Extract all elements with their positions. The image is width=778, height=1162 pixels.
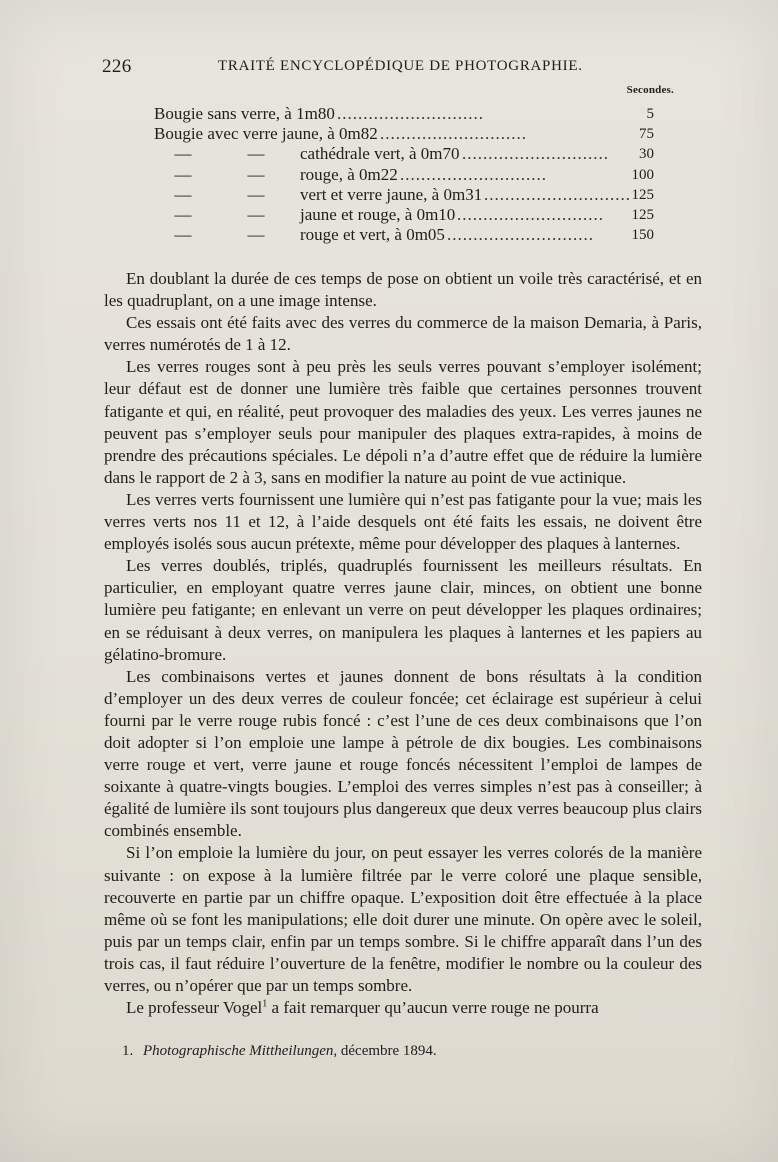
row-dash: — [174,204,192,224]
row-leader-dots: ............................ [400,164,547,184]
table-row [154,205,654,225]
row-label: Bougie avec verre jaune, à 0m82 [154,124,378,144]
table-heading: Secondes. [626,84,674,96]
page-number: 226 [102,56,132,77]
row-dash: — [247,184,265,204]
table-row [154,144,654,164]
table-row [154,225,654,245]
row-dash: — [247,204,265,224]
row-dash: — [247,144,265,164]
paragraph: En doublant la durée de ces temps de pose on obtient un voile très caractérisé, et en les quadruplant, on a une image intense. [104,269,702,311]
table-row [154,124,654,144]
final-paragraph-start: Le professeur Vogel [126,998,263,1018]
row-dash: — [247,225,265,245]
paragraph: Si l’on emploie la lumière du jour, on peut essayer les verres colorés de la manière suivante : on expose à la lumière filtrée par le verre coloré une plaque sensible, recouverte en partie par un chiffre opaque. L’exposition doit être effectuée à la place même où se font les manipulations; elle doit durer une minute. On opère avec le soleil, puis par un temps clair, enfin par un temps sombre. Si le chiffre apparaît dans l’un des trois cas, il faut réduire l’ouverture de la fenêtre, modifier le nombre ou la couleur des verres, ou n’opérer que par un temps sombre. [104,843,702,995]
final-paragraph-end: a fait remarquer qu’aucun verre rouge ne pourra [267,998,599,1018]
table-rows [154,104,654,245]
running-title: TRAITÉ ENCYCLOPÉDIQUE DE PHOTOGRAPHIE. [218,58,583,74]
row-label: cathédrale vert, à 0m70 [300,144,460,164]
paragraph-final [104,997,702,1019]
page-header [102,56,694,78]
paragraph: Les verres verts fournissent une lumière qui n’est pas fatigante pour la vue; mais les verres verts nos 11 et 12, à l’aide desquels ont été faits les essais, ne doivent être employés isolés sous aucun prétexte, même pour développer des plaques à lanternes. [104,489,702,554]
row-leader-dots: ............................ [462,144,609,164]
row-value: 5 [646,106,654,122]
row-dash: — [174,164,192,184]
footnote-number: 1. [122,1043,134,1059]
table-row [154,104,654,124]
row-dash: — [174,184,192,204]
table-row [154,185,654,205]
main-text [104,268,702,1019]
row-value: 125 [631,206,654,223]
row-dash: — [247,164,265,184]
row-label: rouge, à 0m22 [300,164,398,184]
paragraph: Les combinaisons vertes et jaunes donnent de bons résultats à la condition d’employer un des deux verres de couleur foncée; cet éclairage est supérieur à celui fourni par le verre rouge rubis foncé : c’est l’une de ces deux combinaisons que l’on doit adopter si l’on emploie une lampe à pétrole de dix bougies. Les combinaisons verre rouge et vert, verre jaune et rouge foncés nécessitent l’emploi de lampes de soixante à quatre-vingts bougies. L’emploi des verres simples n’est pas à conseiller; à égalité de lumière ils sont toujours plus dangereux que deux verres beaucoup plus clairs combinés ensemble. [104,666,702,841]
paragraph: Ces essais ont été faits avec des verres du commerce de la maison Demaria, à Paris, verres numérotés de 1 à 12. [104,313,702,355]
row-dash: — [174,225,192,245]
paragraph: Les verres doublés, triplés, quadruplés fournissent les meilleurs résultats. En particulier, en employant quatre verres jaune clair, minces, on obtient une bonne lumière peu fatigante; en enlevant un verre on peut développer les plaques ordinaires; en se réduisant à deux verres, on manipulera les plaques à lanternes et les papiers au gélatino-bromure. [104,556,702,664]
row-leader-dots: ............................ [380,124,527,144]
row-value: 150 [631,227,654,244]
row-leader-dots: ............................ [484,184,631,204]
row-leader-dots: ............................ [447,225,594,245]
footnote-source-title: Photographische Mittheilungen [143,1043,334,1059]
row-label: vert et verre jaune, à 0m31 [300,184,483,204]
row-leader-dots: ............................ [337,104,484,123]
footnote-marker: 1 [262,998,268,1010]
row-label: rouge et vert, à 0m05 [300,225,445,245]
row-leader-dots: ............................ [457,204,604,224]
row-value: 75 [639,126,654,143]
footnote [122,1042,682,1060]
row-dash: — [174,144,192,164]
row-value: 100 [631,166,654,183]
row-value: 125 [631,186,654,203]
row-label: Bougie sans verre, à 1m80 [154,104,335,123]
footnote-date: , décembre 1894. [333,1043,437,1059]
row-value: 30 [639,146,654,163]
row-label: jaune et rouge, à 0m10 [300,204,456,224]
table-row [154,165,654,185]
paragraph: Les verres rouges sont à peu près les seuls verres pouvant s’employer isolément; leur défaut est de donner une lumière très faible que certaines personnes trouvent fatigante et qui, en réalité, peut provoquer des maladies des yeux. Les verres jaunes ne peuvent pas s’employer seuls pour manipuler des plaques extra-rapides, à moins de prendre des précautions spéciales. Le dépoli n’a d’autre effet que de réduire la lumière dans le rapport de 2 à 3, sans en modifier la nature au point de vue actinique. [104,357,702,487]
